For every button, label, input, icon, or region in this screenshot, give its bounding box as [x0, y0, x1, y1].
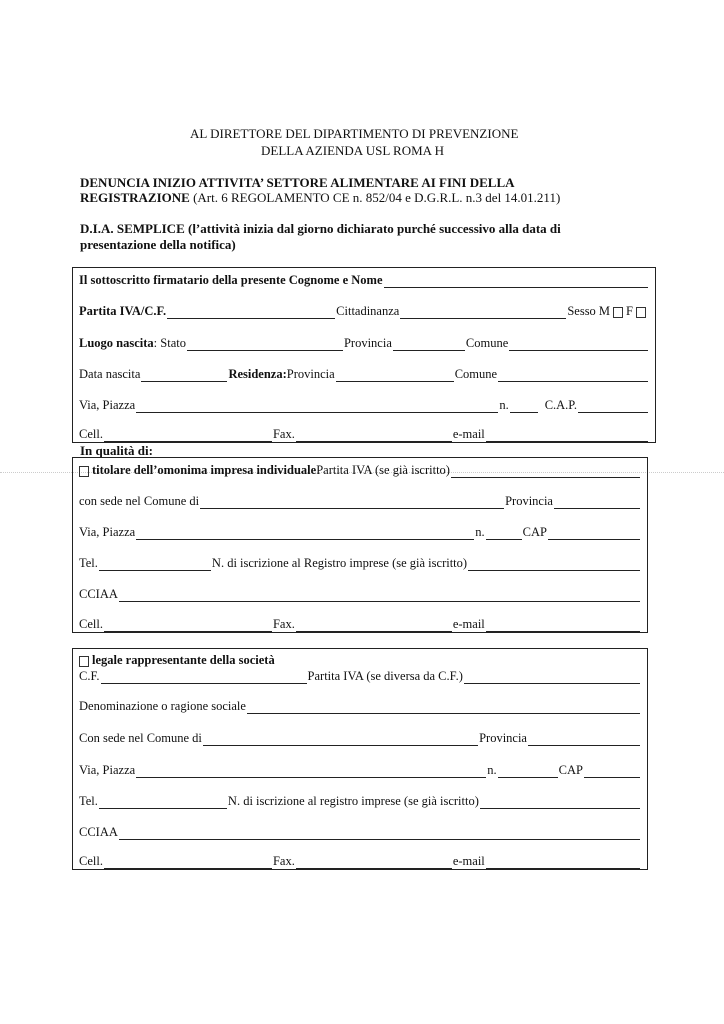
- field-provincia[interactable]: [393, 338, 465, 351]
- label-tel: Tel.: [79, 556, 98, 570]
- label-sede-provincia: Provincia: [505, 494, 553, 508]
- label-numero: n.: [487, 763, 497, 777]
- label-sesso-f: F: [626, 304, 633, 318]
- field-cittadinanza[interactable]: [400, 306, 566, 319]
- label-via: Via, Piazza: [79, 525, 136, 539]
- label-denominazione: Denominazione o ragione sociale: [79, 699, 246, 713]
- in-qualita-heading: In qualità di:: [80, 443, 153, 458]
- label-fax: Fax.: [272, 617, 295, 631]
- label-res-provincia: Provincia: [286, 367, 335, 381]
- row-data-nascita: [79, 364, 649, 382]
- field-registro-imprese[interactable]: [480, 796, 640, 809]
- field-via[interactable]: [136, 765, 486, 778]
- row-legale-cciaa: [79, 822, 641, 840]
- field-piva-cf[interactable]: [167, 306, 335, 319]
- field-tel[interactable]: [99, 558, 211, 571]
- row-titolare: [79, 460, 641, 478]
- field-cciaa[interactable]: [119, 827, 640, 840]
- row-titolare-cciaa: [79, 584, 641, 602]
- label-sesso: Sesso M: [567, 304, 611, 318]
- label-sede-comune: Con sede nel Comune di: [79, 731, 202, 745]
- field-sede-comune[interactable]: [203, 733, 478, 746]
- title-registrazione: REGISTRAZIONE: [80, 190, 190, 205]
- label-via: Via, Piazza: [79, 398, 136, 412]
- row-contatti: [79, 424, 649, 442]
- label-cciaa: CCIAA: [79, 825, 118, 839]
- label-numero: n.: [499, 398, 509, 412]
- label-via: Via, Piazza: [79, 763, 136, 777]
- field-fax[interactable]: [296, 619, 452, 632]
- field-sede-provincia[interactable]: [528, 733, 640, 746]
- label-comune: Comune: [465, 336, 509, 350]
- label-cf: C.F.: [79, 669, 100, 683]
- label-legale-rappresentante: legale rappresentante della società: [92, 653, 275, 667]
- field-fax[interactable]: [296, 856, 452, 869]
- row-legale-cf: [79, 666, 641, 684]
- label-registro-imprese: N. di iscrizione al Registro imprese (se già iscritto): [211, 556, 468, 570]
- label-data-nascita: Data nascita: [79, 367, 141, 381]
- field-sede-comune[interactable]: [200, 496, 504, 509]
- row-via: [79, 395, 649, 413]
- label-cap: CAP: [522, 525, 547, 539]
- label-fax: Fax.: [272, 854, 295, 868]
- label-cap: C.A.P.: [544, 398, 577, 412]
- row-legale-via: [79, 760, 641, 778]
- checkbox-sesso-m[interactable]: [613, 307, 623, 318]
- row-piva: [79, 301, 649, 319]
- field-cciaa[interactable]: [119, 589, 640, 602]
- row-name: [79, 270, 649, 288]
- label-cognome-nome: Il sottoscritto firmatario della presente Cognome e Nome: [79, 273, 383, 287]
- field-cap[interactable]: [578, 400, 648, 413]
- label-titolare-piva: Partita IVA (se già iscritto): [316, 463, 450, 477]
- row-legale-denominazione: [79, 696, 641, 714]
- label-provincia: Provincia: [343, 336, 392, 350]
- label-piva: Partita IVA (se diversa da C.F.): [307, 669, 463, 683]
- field-cap[interactable]: [548, 527, 640, 540]
- checkbox-titolare[interactable]: [79, 466, 89, 477]
- title-reference: (Art. 6 REGOLAMENTO CE n. 852/04 e D.G.R.L. n.3 del 14.01.211): [189, 190, 561, 205]
- field-cognome-nome[interactable]: [384, 275, 648, 288]
- field-email[interactable]: [486, 429, 648, 442]
- field-registro-imprese[interactable]: [468, 558, 640, 571]
- field-denominazione[interactable]: [247, 701, 640, 714]
- row-titolare-contatti: [79, 614, 641, 632]
- field-cell[interactable]: [104, 856, 272, 869]
- field-piva[interactable]: [464, 671, 640, 684]
- row-titolare-sede: [79, 491, 641, 509]
- field-numero[interactable]: [486, 527, 522, 540]
- label-registro-imprese: N. di iscrizione al registro imprese (se già iscritto): [227, 794, 479, 808]
- row-luogo-nascita: [79, 333, 649, 351]
- field-cf[interactable]: [101, 671, 307, 684]
- field-numero[interactable]: [498, 765, 558, 778]
- label-stato: : Stato: [153, 336, 186, 350]
- form-title-line-1: DENUNCIA INIZIO ATTIVITA’ SETTORE ALIMENTARE AI FINI DELLA: [80, 175, 515, 190]
- label-sede-comune: con sede nel Comune di: [79, 494, 200, 508]
- label-email: e-mail: [452, 617, 485, 631]
- dia-note-line-2: presentazione della notifica): [80, 237, 236, 252]
- label-cell: Cell.: [79, 617, 103, 631]
- label-titolare: titolare dell’omonima impresa individuale: [92, 463, 317, 477]
- addressee-line-1: AL DIRETTORE DEL DIPARTIMENTO DI PREVENZIONE: [190, 126, 519, 141]
- field-cell[interactable]: [104, 429, 272, 442]
- label-piva-cf: Partita IVA/C.F.: [79, 304, 167, 318]
- field-email[interactable]: [486, 856, 640, 869]
- field-tel[interactable]: [99, 796, 227, 809]
- dia-note-line-1: D.I.A. SEMPLICE (l’attività inizia dal giorno dichiarato purché successivo alla data di: [80, 221, 561, 236]
- label-cell: Cell.: [79, 427, 103, 441]
- signatory-section: [72, 267, 656, 443]
- field-via[interactable]: [136, 400, 498, 413]
- field-sede-provincia[interactable]: [554, 496, 640, 509]
- label-cap: CAP: [558, 763, 583, 777]
- label-luogo-nascita: Luogo nascita: [79, 336, 154, 350]
- label-numero: n.: [475, 525, 485, 539]
- label-tel: Tel.: [79, 794, 98, 808]
- field-data-nascita[interactable]: [141, 369, 227, 382]
- label-cciaa: CCIAA: [79, 587, 118, 601]
- label-email: e-mail: [452, 854, 485, 868]
- label-email: e-mail: [452, 427, 485, 441]
- field-titolare-piva[interactable]: [451, 465, 640, 478]
- form-title-line-2: [80, 190, 560, 206]
- label-res-comune: Comune: [454, 367, 498, 381]
- label-residenza: Residenza:: [228, 367, 287, 381]
- field-res-provincia[interactable]: [336, 369, 454, 382]
- label-fax: Fax.: [272, 427, 295, 441]
- field-numero[interactable]: [510, 400, 538, 413]
- row-legale-contatti: [79, 851, 641, 869]
- row-titolare-tel: [79, 553, 641, 571]
- titolare-section: [72, 457, 648, 633]
- field-comune[interactable]: [509, 338, 648, 351]
- legale-rappresentante-section: [72, 648, 648, 870]
- field-fax[interactable]: [296, 429, 452, 442]
- row-titolare-via: [79, 522, 641, 540]
- label-cittadinanza: Cittadinanza: [336, 304, 400, 318]
- field-stato[interactable]: [187, 338, 343, 351]
- checkbox-sesso-f[interactable]: [636, 307, 646, 318]
- field-cell[interactable]: [104, 619, 272, 632]
- addressee-line-2: DELLA AZIENDA USL ROMA H: [261, 143, 444, 158]
- field-cap[interactable]: [584, 765, 640, 778]
- label-cell: Cell.: [79, 854, 103, 868]
- row-legale-sede: [79, 728, 641, 746]
- row-legale-tel: [79, 791, 641, 809]
- label-sede-provincia: Provincia: [479, 731, 527, 745]
- field-email[interactable]: [486, 619, 640, 632]
- field-res-comune[interactable]: [498, 369, 648, 382]
- field-via[interactable]: [136, 527, 474, 540]
